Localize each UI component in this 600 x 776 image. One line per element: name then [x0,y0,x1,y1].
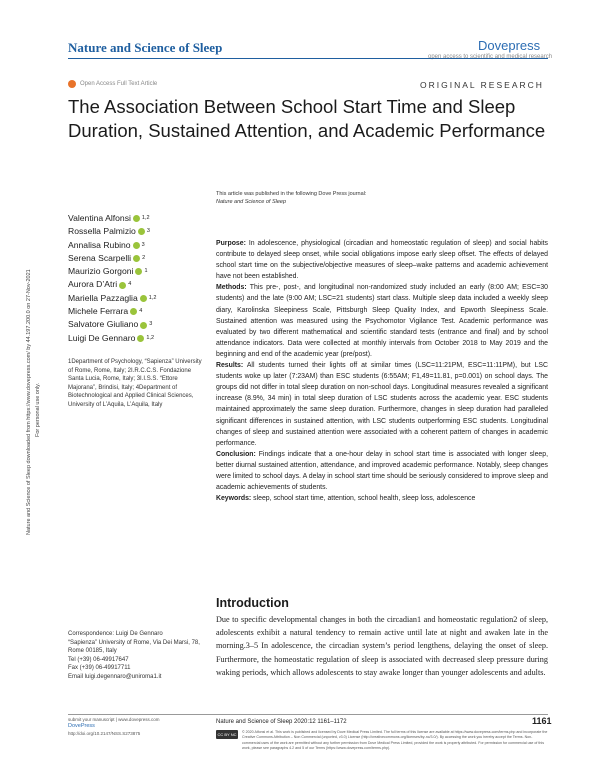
author-name: Michele Ferrara [68,306,129,317]
open-access-text: Open Access Full Text Article [80,81,158,87]
open-access-icon [68,80,76,88]
watermark-line-1: Nature and Science of Sleep downloaded from https://www.dovepress.com/ by 44.197.200.0 on 27-Nov-2021 [26,269,32,535]
author-name: Salvatore Giuliano [68,319,139,330]
correspondence-line-2: “Sapienza” University of Rome, Via Dei Marsi, 78, Rome 00185, Italy [68,639,200,654]
publisher-logo[interactable]: Dovepress [478,38,541,53]
watermark-line-2: For personal use only. [35,382,41,437]
author-name: Luigi De Gennaro [68,332,136,343]
open-access-label [68,80,157,88]
author-item [68,278,156,291]
author-affiliation-marker: 4 [139,308,143,315]
correspondence-email[interactable]: Email luigi.degennaro@uniroma1.it [68,673,162,680]
author-item [68,252,156,265]
affiliations: 1Department of Psychology, “Sapienza” University of Rome, Rome, Italy; 2I.R.C.C.S. Fondazione Santa Lucia, Rome, Italy; 3I.I.S.S. “Ettore Majorana”, Brindisi, Italy; 4Department of Biotechnological and Applied Clinical Sciences, University of L’Aquila, L’Aquila, Italy [68,359,202,408]
abstract-conclusion: Conclusion: Findings indicate that a one-hour delay in school start time is associated with longer sleep, better diurnal sustained attention, attendance, and improved academic performance. Notably, sleep changes were limited to school days. A delay in school start time should be seriously considered to improve sleep and academic achievements of students. [216,450,548,492]
author-item [68,318,156,331]
article-type: ORIGINAL RESEARCH [420,80,544,90]
dovepress-footer-logo: DovePress [68,723,95,729]
author-item [68,225,156,238]
author-item [68,212,156,225]
author-name: Mariella Pazzaglia [68,292,138,303]
license-text: © 2020 Alfonsi et al. This work is published and licensed by Dove Medical Press Limited. The full terms of this license are available at https://www.dovepress.com/terms.php and incorporate the Creative Commons Attribution – Non Commercial (unported, v3.0) License (http://creativecommons.org/licenses/by-nc/3.0/). By accessing the work you hereby accept the Terms. Non-commercial uses of the work are permitted without any further permission from Dove Medical Press Limited, provided the work is properly attributed. For permission for commercial use of this work, please see paragraphs 4.2 and 5 of our Terms (https://www.dovepress.com/terms.php). [242,730,548,751]
orcid-icon[interactable] [135,268,142,275]
orcid-icon[interactable] [133,242,140,249]
author-item [68,332,156,345]
abstract-methods: Methods: This pre-, post-, and longitudinal non-randomized study included an early (8:00 AM; ESC=30 students) and the late (9:00 AM; LSC=21 students) start class. Multiple sleep data included a weekly sleep diary, Karolinska Sleepiness Scale, Pittsburgh Sleep Quality Index, and Epworth Sleepiness Scale. Sustained attention was measured using the Psychomotor Vigilance Test. Academic performance was evaluated by two different mathematical and scientific standard tests (entrance and final) and by school attendance indicators. Data were collected at monthly intervals from October 2018 to May 2019 and the beginning and end of the academic year (pre/post). [216,284,549,358]
publication-note-journal: Nature and Science of Sleep [216,199,287,205]
author-name: Annalisa Rubino [68,239,131,250]
author-item [68,265,156,278]
correspondence-line-1: Correspondence: Luigi De Gennaro [68,631,163,637]
footer-left [68,716,208,737]
author-name: Aurora D’Atri [68,279,118,290]
orcid-icon[interactable] [140,322,147,329]
author-name: Serena Scarpelli [68,252,132,263]
author-affiliation-marker: 1,2 [148,294,157,301]
license-block [216,730,548,752]
abstract-keywords: Keywords: sleep, school start time, attention, school health, sleep loss, adolescence [216,495,476,503]
correspondence-fax: Fax (+39) 06-49917711 [68,665,131,671]
orcid-icon[interactable] [140,295,147,302]
footer-citation: Nature and Science of Sleep 2020:12 1161–1172 [216,719,347,725]
author-affiliation-marker: 1,2 [146,334,155,341]
author-item [68,305,156,318]
author-name: Valentina Alfonsi [68,213,131,223]
correspondence [68,630,208,681]
submit-link[interactable]: submit your manuscript | www.dovepress.com [68,717,160,722]
header-divider [68,58,548,59]
orcid-icon[interactable] [137,335,144,342]
abstract [216,238,548,504]
author-item [68,239,156,252]
abstract-purpose: Purpose: In adolescence, physiological (circadian and homeostatic regulation of sleep) and social habits contribute to delayed sleep onset, while social obligations impose early sleep offset. The effects of delayed school start time on the subjective/objective measures of sleep–wake patterns and academic achievement have not been established. [216,240,548,281]
introduction-text: Due to specific developmental changes in both the circadian1 and homeostatic regulation2 of sleep, adolescents exhibit a natural tendency to remain active until late at night and awaken late in the morning.3–5 In adolescence, the circadian system’s period lengthens, delaying the onset of sleep. Furthermore, the homeostatic regulation of sleep is associated with decreased sleep pressure during waking periods, which allows adolescents to stay awake longer than younger adolescents and adults. [216,615,548,677]
publication-note-line: This article was published in the following Dove Press journal: [216,191,367,197]
author-item [68,292,156,305]
journal-name: Nature and Science of Sleep [68,40,223,55]
author-affiliation-marker: 1 [144,268,148,275]
orcid-icon[interactable] [119,282,126,289]
author-affiliation-marker: 3 [141,241,145,248]
page-number: 1161 [532,716,552,726]
author-affiliation-marker: 4 [128,281,132,288]
author-list [68,212,156,345]
footer-divider [68,714,548,715]
orcid-icon[interactable] [138,228,145,235]
author-name: Maurizio Gorgoni [68,266,134,277]
publication-note [216,190,366,206]
creative-commons-icon: CC BY NC [216,730,238,739]
publisher-tagline: open access to scientific and medical research [428,54,553,60]
author-affiliation-marker: 1,2 [141,215,150,221]
article-title: The Association Between School Start Time and Sleep Duration, Sustained Attention, and Academic Performance [68,96,546,141]
author-affiliation-marker: 3 [146,228,150,235]
orcid-icon[interactable] [130,308,137,315]
author-name: Rossella Palmizio [68,226,136,237]
orcid-icon[interactable] [133,255,140,262]
author-affiliation-marker: 3 [149,321,153,328]
download-watermark [2,155,42,535]
section-heading-introduction: Introduction [216,596,289,610]
doi-link[interactable]: http://doi.org/10.2147/NSS.S273875 [68,731,141,736]
abstract-results: Results: All students turned their lights off at similar times (LSC=11:21PM, ESC=11:11PM), but LSC students woke up later (7:23AM) than ESC students (6:55AM; F1,49=11.81, p=0.001) on school days. The groups did not differ in total sleep duration on non-school days. Longitudinal measures revealed a significant increase (8.9%, 34 min) in total sleep duration of LSC students across the academic year. ESC students maintained approximately the same sleep duration. Furthermore, changes in sleep duration had paralleled significant differences in sustained attention, with LSC students outperforming ESC students. Longitudinal changes of sleep and sustained attention were associated with a coherent pattern of changes in academic performance. [216,362,548,447]
author-affiliation-marker: 2 [142,254,146,261]
orcid-icon[interactable] [133,215,140,222]
correspondence-tel: Tel (+39) 06-49917647 [68,656,129,663]
